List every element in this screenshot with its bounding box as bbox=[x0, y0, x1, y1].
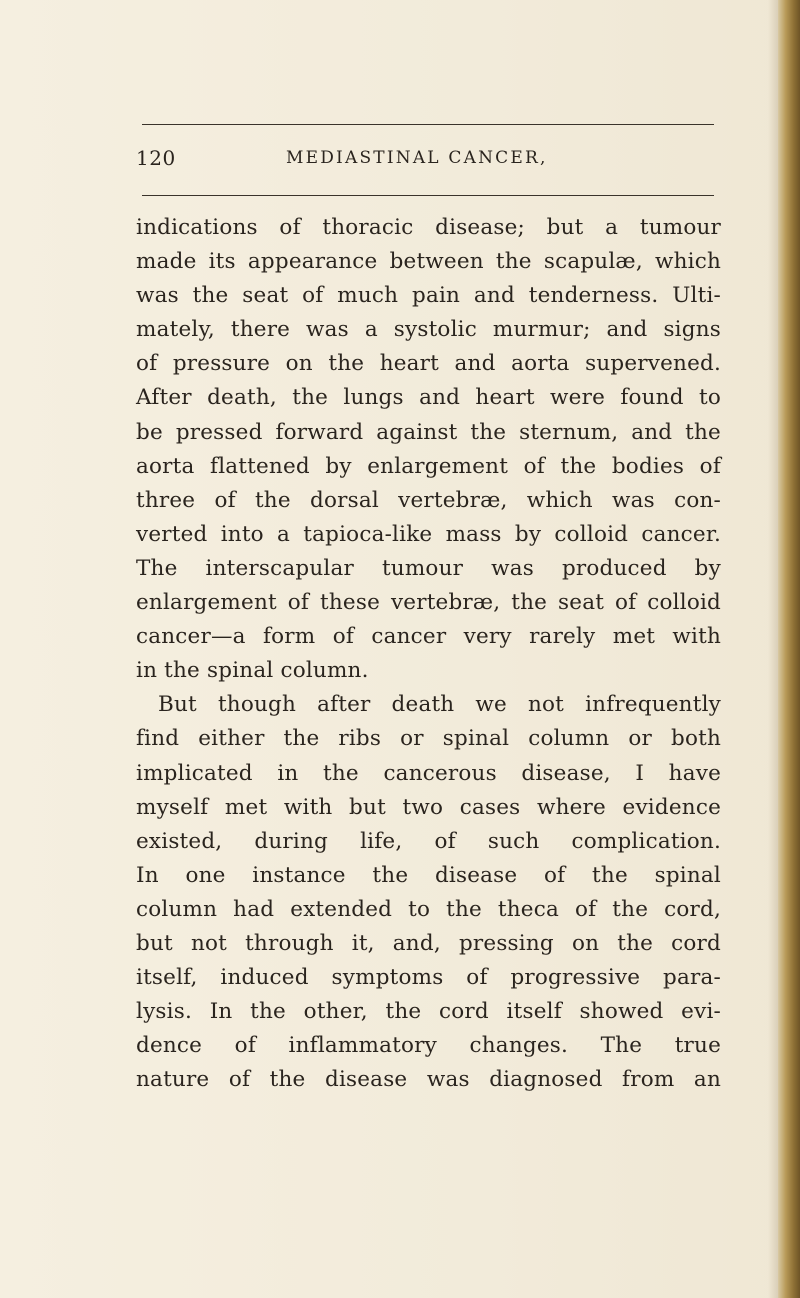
text-line: was the seat of much pain and tenderness. Ulti- bbox=[136, 283, 721, 309]
text-line: three of the dorsal vertebræ, which was con- bbox=[136, 487, 721, 513]
text-line: itself, induced symptoms of progressive para- bbox=[136, 965, 721, 991]
text-line: mately, there was a systolic murmur; and signs bbox=[136, 317, 721, 343]
text-line: dence of inflammatory changes. The true bbox=[136, 1033, 721, 1059]
text-line: but not through it, and, pressing on the cord bbox=[136, 930, 721, 956]
text-line: of pressure on the heart and aorta supervened. bbox=[136, 351, 721, 377]
text-line: nature of the disease was diagnosed from an bbox=[136, 1067, 721, 1093]
text-line: indications of thoracic disease; but a tumour bbox=[136, 215, 721, 240]
text-line: existed, during life, of such complication. bbox=[136, 828, 721, 854]
page-number: 120 bbox=[136, 146, 176, 170]
running-head: MEDIASTINAL CANCER, bbox=[286, 148, 548, 168]
text-line: myself met with but two cases where evidence bbox=[136, 794, 721, 820]
text-line: aorta flattened by enlargement of the bodies of bbox=[136, 453, 721, 479]
gutter-shadow bbox=[768, 0, 778, 1298]
text-line: enlargement of these vertebræ, the seat of colloid bbox=[136, 590, 721, 616]
header-rule bbox=[142, 195, 714, 196]
text-line: After death, the lungs and heart were found to bbox=[136, 385, 721, 411]
text-line: lysis. In the other, the cord itself showed evi- bbox=[136, 999, 721, 1025]
text-line: made its appearance between the scapulæ, which bbox=[136, 249, 721, 275]
text-line: The interscapular tumour was produced by bbox=[136, 555, 721, 581]
text-line: But though after death we not infrequently bbox=[158, 692, 721, 718]
text-line: verted into a tapioca-like mass by colloid cancer. bbox=[136, 521, 721, 547]
text-line: be pressed forward against the sternum, and the bbox=[136, 419, 721, 445]
book-spine-edge bbox=[778, 0, 800, 1298]
text-line: find either the ribs or spinal column or both bbox=[136, 726, 721, 752]
text-line: column had extended to the theca of the cord, bbox=[136, 896, 721, 922]
text-line: in the spinal column. bbox=[136, 658, 369, 684]
text-line: In one instance the disease of the spinal bbox=[136, 862, 721, 888]
text-line: cancer—a form of cancer very rarely met with bbox=[136, 624, 721, 650]
top-rule bbox=[142, 124, 714, 125]
text-line: implicated in the cancerous disease, I have bbox=[136, 760, 721, 786]
body-text bbox=[136, 211, 721, 1097]
